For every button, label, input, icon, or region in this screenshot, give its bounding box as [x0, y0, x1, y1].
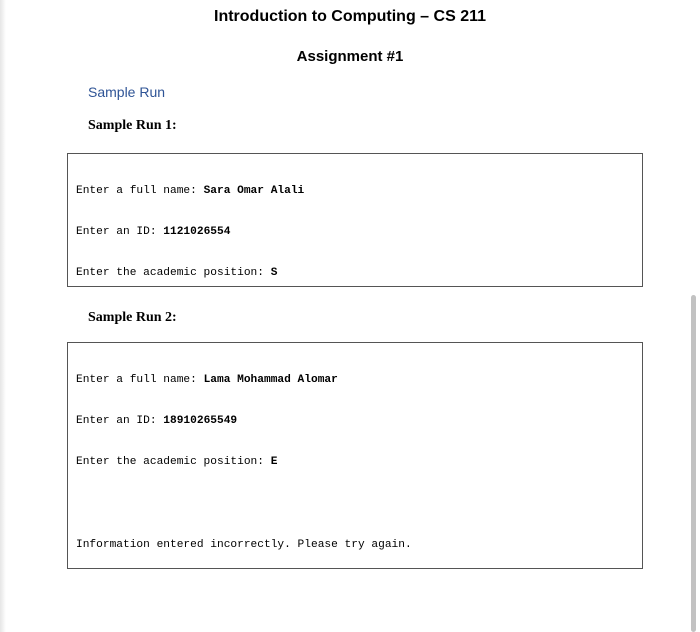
console-line: Enter a full name: Lama Mohammad Alomar [76, 373, 338, 386]
sample-run-1-output [67, 153, 643, 287]
assignment-title: Assignment #1 [296, 48, 404, 65]
console-line: Enter the academic position: E [76, 456, 278, 469]
blank-line [76, 498, 634, 512]
page-edge [0, 0, 6, 632]
console-line: Information entered incorrectly. Please try again. [76, 539, 412, 552]
vertical-scrollbar[interactable] [688, 0, 700, 632]
sample-run-1-heading: Sample Run 1: [88, 118, 177, 133]
scrollbar-thumb[interactable] [691, 295, 696, 632]
console-line: Enter a full name: Sara Omar Alali [76, 184, 305, 197]
document-title: Introduction to Computing – CS 211 [214, 8, 486, 25]
console-line: Enter the academic position: S [76, 267, 278, 280]
sample-run-2-output [67, 342, 643, 569]
console-line: Enter an ID: 18910265549 [76, 414, 238, 427]
sample-run-2-heading: Sample Run 2: [88, 310, 177, 325]
console-line: Enter an ID: 1121026554 [76, 225, 231, 238]
section-heading: Sample Run [88, 84, 166, 100]
